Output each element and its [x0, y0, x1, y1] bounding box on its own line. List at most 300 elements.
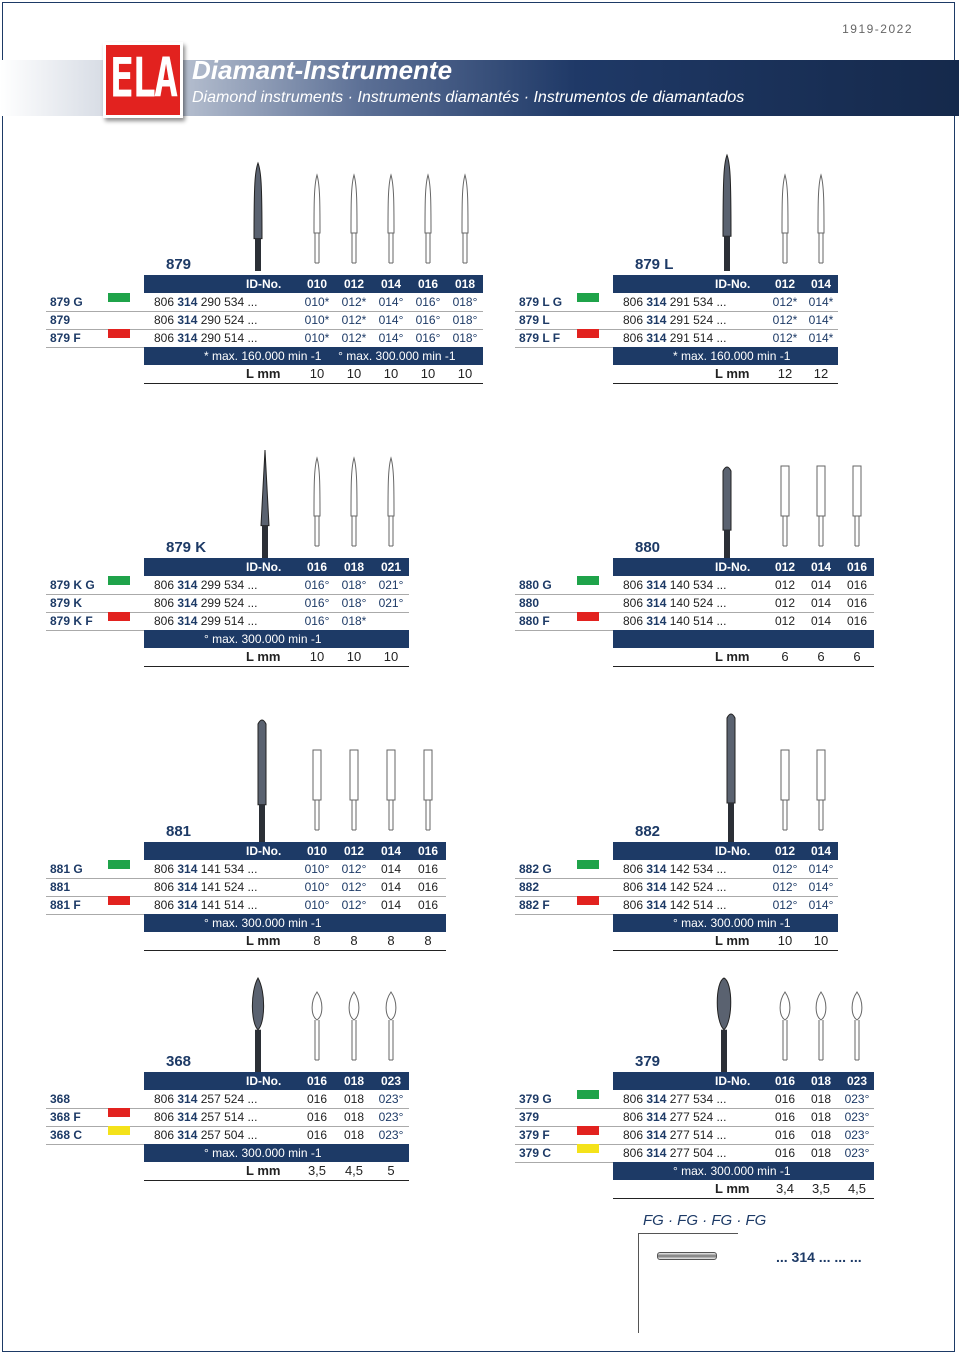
speed-note [144, 1144, 409, 1162]
bur-illustration [718, 465, 736, 558]
table-row [515, 896, 838, 915]
size-header: 010 [306, 844, 328, 858]
id-prefix: 806 [623, 295, 644, 309]
table-row [515, 860, 838, 879]
size-value: 016 [417, 862, 439, 876]
id-no-label: ID-No. [715, 277, 751, 291]
length-row [613, 365, 838, 384]
length-value: 8 [313, 933, 321, 948]
bur-outline-icon [813, 742, 829, 832]
fg-shank-icon [657, 1252, 717, 1260]
length-row [613, 1180, 874, 1199]
size-value: 018* [341, 614, 367, 628]
product-code: 879 G [50, 295, 83, 309]
size-value: 014 [810, 614, 832, 628]
page-subtitle: Diamond instruments · Instruments diamantés · Instrumentos de diamantados [192, 89, 745, 106]
id-number [154, 329, 257, 347]
speed-note-text: * max. 160.000 min -1 [673, 349, 791, 363]
size-value: 016 [306, 1110, 328, 1124]
table-header [144, 1072, 409, 1090]
length-value: 3,5 [811, 1181, 831, 1196]
product-code: 882 G [519, 862, 552, 876]
bur-outline-icon [309, 742, 325, 832]
table-header [613, 275, 838, 293]
size-value: 010* [304, 313, 330, 327]
bur-illustration [718, 155, 736, 271]
size-value: 014° [808, 898, 834, 912]
product-code: 882 F [519, 898, 550, 912]
product-code: 880 G [519, 578, 552, 592]
id-suffix: 277 514 ... [669, 1128, 727, 1142]
table-row [515, 594, 874, 613]
id-number [623, 878, 726, 896]
id-number [623, 594, 726, 612]
length-value: 8 [387, 933, 395, 948]
speed-note-text: ° max. 300.000 min -1 [204, 916, 322, 930]
size-value: 018 [810, 1092, 832, 1106]
size-value: 016 [774, 1092, 796, 1106]
bur-illustration [253, 718, 271, 842]
length-label: L mm [246, 366, 281, 381]
size-header: 014 [380, 844, 402, 858]
id-mid: 314 [177, 578, 198, 592]
size-value: 012° [772, 880, 798, 894]
table-header [613, 842, 838, 860]
model-name: 879 [166, 256, 192, 273]
size-header: 012 [774, 277, 796, 291]
id-suffix: 290 524 ... [200, 313, 258, 327]
size-value: 010* [304, 295, 330, 309]
size-value: 021° [378, 596, 404, 610]
size-value: 023° [378, 1092, 404, 1106]
color-swatch [108, 896, 130, 905]
id-prefix: 806 [154, 295, 175, 309]
id-prefix: 806 [623, 578, 644, 592]
bur-illustration [249, 978, 267, 1072]
id-mid: 314 [646, 1110, 667, 1124]
id-number [154, 860, 257, 878]
speed-note [613, 914, 838, 932]
table-row [46, 896, 446, 915]
id-suffix: 290 514 ... [200, 331, 258, 345]
id-prefix: 806 [154, 331, 175, 345]
id-prefix: 806 [154, 862, 175, 876]
length-value: 10 [346, 649, 362, 664]
size-value: 012* [772, 313, 798, 327]
id-prefix: 806 [154, 578, 175, 592]
id-prefix: 806 [623, 614, 644, 628]
size-value: 023° [844, 1092, 870, 1106]
product-code: 879 K [50, 596, 83, 610]
id-prefix: 806 [154, 614, 175, 628]
id-suffix: 142 524 ... [669, 880, 727, 894]
table-header [144, 558, 409, 576]
product-code: 368 [50, 1092, 71, 1106]
table-row [46, 1126, 409, 1145]
bur-outline-icon [777, 742, 793, 832]
size-header: 016 [417, 844, 439, 858]
size-value: 012° [341, 898, 367, 912]
size-value: 018° [452, 331, 478, 345]
model-name: 881 [166, 823, 192, 840]
size-value: 018 [343, 1110, 365, 1124]
size-value: 016 [417, 898, 439, 912]
shank-diagram-line-top [638, 1233, 738, 1234]
id-prefix: 806 [623, 862, 644, 876]
size-value: 014° [808, 880, 834, 894]
size-value: 014° [378, 331, 404, 345]
id-suffix: 277 504 ... [669, 1146, 727, 1160]
logo-text: ELA [109, 47, 177, 111]
id-number [154, 293, 257, 311]
page-title: Diamant-Instrumente [192, 55, 453, 85]
color-swatch [577, 896, 599, 905]
bur-outline-icon [346, 742, 362, 832]
bur-outline-icon [346, 458, 362, 548]
fg-label: FG · FG · FG · FG [643, 1212, 767, 1229]
size-value: 010° [304, 898, 330, 912]
length-value: 4,5 [344, 1163, 364, 1178]
size-value: 018° [341, 578, 367, 592]
color-swatch [577, 329, 599, 338]
color-swatch [108, 860, 130, 869]
bur-outline-icon [420, 175, 436, 265]
size-value: 016 [846, 614, 868, 628]
product-code: 879 L G [519, 295, 563, 309]
id-mid: 314 [646, 898, 667, 912]
size-value: 012° [772, 898, 798, 912]
size-value: 018 [810, 1146, 832, 1160]
size-value: 012* [772, 331, 798, 345]
bur-outline-icon [309, 175, 325, 265]
color-swatch [108, 576, 130, 585]
table-row [515, 576, 874, 595]
color-swatch [577, 1144, 599, 1153]
id-prefix: 806 [154, 880, 175, 894]
speed-note [613, 1162, 874, 1180]
length-value: 10 [457, 366, 473, 381]
length-label: L mm [715, 933, 750, 948]
product-code: 368 C [50, 1128, 83, 1142]
size-value: 016 [846, 578, 868, 592]
color-swatch [577, 576, 599, 585]
id-suffix: 291 534 ... [669, 295, 727, 309]
length-value: 8 [424, 933, 432, 948]
size-value: 014 [380, 898, 402, 912]
length-value: 4,5 [847, 1181, 867, 1196]
id-prefix: 806 [623, 1146, 644, 1160]
table-row [515, 311, 838, 330]
id-number [154, 1090, 257, 1108]
speed-note [144, 630, 409, 648]
table-row [515, 329, 838, 348]
size-header: 012 [774, 560, 796, 574]
size-value: 014° [808, 862, 834, 876]
product-code: 379 [519, 1110, 540, 1124]
bur-outline-icon [309, 458, 325, 548]
size-value: 021° [378, 578, 404, 592]
speed-note-text: ° max. 300.000 min -1 [673, 1164, 791, 1178]
length-value: 10 [309, 366, 325, 381]
table-header [613, 1072, 874, 1090]
id-number [623, 860, 726, 878]
bur-outline-icon [420, 742, 436, 832]
length-value: 10 [309, 649, 325, 664]
color-swatch [108, 1108, 130, 1117]
color-swatch [577, 293, 599, 302]
length-value: 6 [781, 649, 789, 664]
bur-outline-icon [383, 458, 399, 548]
length-label: L mm [715, 649, 750, 664]
size-value: 012° [341, 862, 367, 876]
id-number [154, 594, 257, 612]
id-no-label: ID-No. [246, 277, 282, 291]
id-suffix: 299 514 ... [200, 614, 258, 628]
product-code: 881 [50, 880, 71, 894]
length-row [144, 1162, 409, 1181]
model-name: 882 [635, 823, 661, 840]
length-value: 10 [383, 649, 399, 664]
size-value: 012* [772, 295, 798, 309]
size-value: 023° [844, 1110, 870, 1124]
length-value: 8 [350, 933, 358, 948]
id-prefix: 806 [623, 1092, 644, 1106]
bur-outline-icon [777, 972, 793, 1062]
size-header: 018 [343, 560, 365, 574]
id-prefix: 806 [154, 313, 175, 327]
id-mid: 314 [177, 1110, 198, 1124]
product-code: 881 G [50, 862, 83, 876]
id-mid: 314 [177, 313, 198, 327]
size-value: 010° [304, 862, 330, 876]
id-mid: 314 [646, 331, 667, 345]
bur-outline-icon [813, 175, 829, 265]
product-code: 880 F [519, 614, 550, 628]
bur-outline-icon [383, 175, 399, 265]
size-header: 016 [846, 560, 868, 574]
id-mid: 314 [177, 331, 198, 345]
id-mid: 314 [646, 1146, 667, 1160]
size-header: 012 [343, 844, 365, 858]
size-value: 014 [810, 578, 832, 592]
table-row [46, 1090, 409, 1109]
id-suffix: 141 534 ... [200, 862, 258, 876]
size-value: 018 [343, 1128, 365, 1142]
bur-outline-icon [383, 972, 399, 1062]
id-no-label: ID-No. [715, 844, 751, 858]
color-swatch [108, 1126, 130, 1135]
id-number [623, 896, 726, 914]
speed-note-text: * max. 160.000 min -1 ° max. 300.000 min -1 [204, 349, 456, 363]
id-mid: 314 [177, 898, 198, 912]
id-number [623, 612, 726, 630]
size-value: 014° [378, 313, 404, 327]
size-value: 012* [341, 313, 367, 327]
product-code: 880 [519, 596, 540, 610]
size-header: 014 [810, 277, 832, 291]
id-suffix: 291 514 ... [669, 331, 727, 345]
model-name: 880 [635, 539, 661, 556]
id-number [623, 576, 726, 594]
id-suffix: 141 524 ... [200, 880, 258, 894]
size-header: 014 [810, 560, 832, 574]
bur-illustration [256, 450, 274, 558]
id-suffix: 142 514 ... [669, 898, 727, 912]
size-value: 014 [810, 596, 832, 610]
id-mid: 314 [177, 1128, 198, 1142]
size-value: 023° [844, 1146, 870, 1160]
id-number [623, 329, 726, 347]
bur-illustration [715, 978, 733, 1072]
product-code: 879 L [519, 313, 550, 327]
size-value: 016 [774, 1110, 796, 1124]
size-value: 016° [304, 614, 330, 628]
size-value: 018° [341, 596, 367, 610]
product-code: 379 G [519, 1092, 552, 1106]
ela-logo [103, 42, 183, 118]
size-value: 010* [304, 331, 330, 345]
bur-illustration [722, 712, 740, 842]
size-value: 014* [808, 331, 834, 345]
id-prefix: 806 [623, 880, 644, 894]
fg-code: ... 314 ... ... ... [776, 1249, 862, 1265]
size-header: 016 [774, 1074, 796, 1088]
length-label: L mm [246, 1163, 281, 1178]
size-value: 023° [844, 1128, 870, 1142]
model-name: 879 K [166, 539, 207, 556]
length-row [613, 648, 874, 667]
speed-note-text: ° max. 300.000 min -1 [204, 632, 322, 646]
model-name: 368 [166, 1053, 192, 1070]
id-mid: 314 [177, 614, 198, 628]
size-value: 014* [808, 313, 834, 327]
size-value: 016 [417, 880, 439, 894]
bur-outline-icon [346, 972, 362, 1062]
table-row [515, 612, 874, 631]
length-label: L mm [715, 1181, 750, 1196]
color-swatch [577, 1090, 599, 1099]
size-value: 012* [341, 331, 367, 345]
color-swatch [577, 1126, 599, 1135]
color-swatch [577, 860, 599, 869]
table-row [46, 576, 409, 595]
table-row [46, 878, 446, 897]
product-code: 368 F [50, 1110, 81, 1124]
size-value: 018 [810, 1110, 832, 1124]
years-label: 1919-2022 [842, 22, 913, 36]
size-value: 016 [846, 596, 868, 610]
bur-outline-icon [457, 175, 473, 265]
length-row [613, 932, 838, 951]
length-label: L mm [246, 649, 281, 664]
length-value: 12 [813, 366, 829, 381]
id-number [623, 1126, 726, 1144]
bur-outline-icon [309, 972, 325, 1062]
speed-note [144, 914, 446, 932]
id-number [154, 311, 257, 329]
bur-illustration [249, 163, 267, 271]
size-value: 014* [808, 295, 834, 309]
shank-diagram-line [638, 1233, 639, 1333]
table-header [613, 558, 874, 576]
size-header: 016 [306, 1074, 328, 1088]
speed-note [144, 347, 483, 365]
length-value: 3,5 [307, 1163, 327, 1178]
id-suffix: 291 524 ... [669, 313, 727, 327]
length-value: 12 [777, 366, 793, 381]
id-no-label: ID-No. [246, 844, 282, 858]
id-number [623, 1144, 726, 1162]
bur-outline-icon [383, 742, 399, 832]
product-code: 879 F [50, 331, 81, 345]
color-swatch [108, 612, 130, 621]
speed-note-text: ° max. 300.000 min -1 [204, 1146, 322, 1160]
length-value: 6 [853, 649, 861, 664]
table-row [515, 1108, 874, 1127]
table-row [46, 860, 446, 879]
size-value: 014 [380, 862, 402, 876]
size-value: 018° [452, 313, 478, 327]
product-code: 879 K G [50, 578, 95, 592]
id-mid: 314 [177, 880, 198, 894]
table-row [515, 1090, 874, 1109]
size-header: 012 [343, 277, 365, 291]
product-code: 879 L F [519, 331, 561, 345]
id-suffix: 257 524 ... [200, 1092, 258, 1106]
color-swatch [108, 293, 130, 302]
id-number [623, 1108, 726, 1126]
size-header: 023 [846, 1074, 868, 1088]
id-mid: 314 [646, 578, 667, 592]
length-label: L mm [715, 366, 750, 381]
size-value: 016° [304, 596, 330, 610]
length-label: L mm [246, 933, 281, 948]
id-number [154, 576, 257, 594]
table-row [46, 612, 409, 631]
size-value: 014° [378, 295, 404, 309]
bur-outline-icon [849, 972, 865, 1062]
size-value: 012° [772, 862, 798, 876]
size-value: 016 [774, 1146, 796, 1160]
table-row [46, 1108, 409, 1127]
size-value: 012 [774, 614, 796, 628]
id-number [154, 1126, 257, 1144]
size-value: 016° [304, 578, 330, 592]
length-value: 10 [777, 933, 793, 948]
size-value: 012 [774, 596, 796, 610]
size-header: 023 [380, 1074, 402, 1088]
length-value: 3,4 [775, 1181, 795, 1196]
id-number [154, 612, 257, 630]
id-mid: 314 [646, 614, 667, 628]
size-header: 014 [380, 277, 402, 291]
table-header [144, 275, 483, 293]
bur-outline-icon [777, 175, 793, 265]
id-suffix: 140 534 ... [669, 578, 727, 592]
size-header: 018 [810, 1074, 832, 1088]
id-prefix: 806 [623, 1110, 644, 1124]
id-prefix: 806 [623, 1128, 644, 1142]
product-code: 379 F [519, 1128, 550, 1142]
size-value: 018 [343, 1092, 365, 1106]
id-suffix: 299 534 ... [200, 578, 258, 592]
id-no-label: ID-No. [715, 1074, 751, 1088]
bur-outline-icon [777, 458, 793, 548]
length-value: 10 [420, 366, 436, 381]
product-code: 879 K F [50, 614, 93, 628]
id-prefix: 806 [154, 898, 175, 912]
table-row [515, 1144, 874, 1163]
